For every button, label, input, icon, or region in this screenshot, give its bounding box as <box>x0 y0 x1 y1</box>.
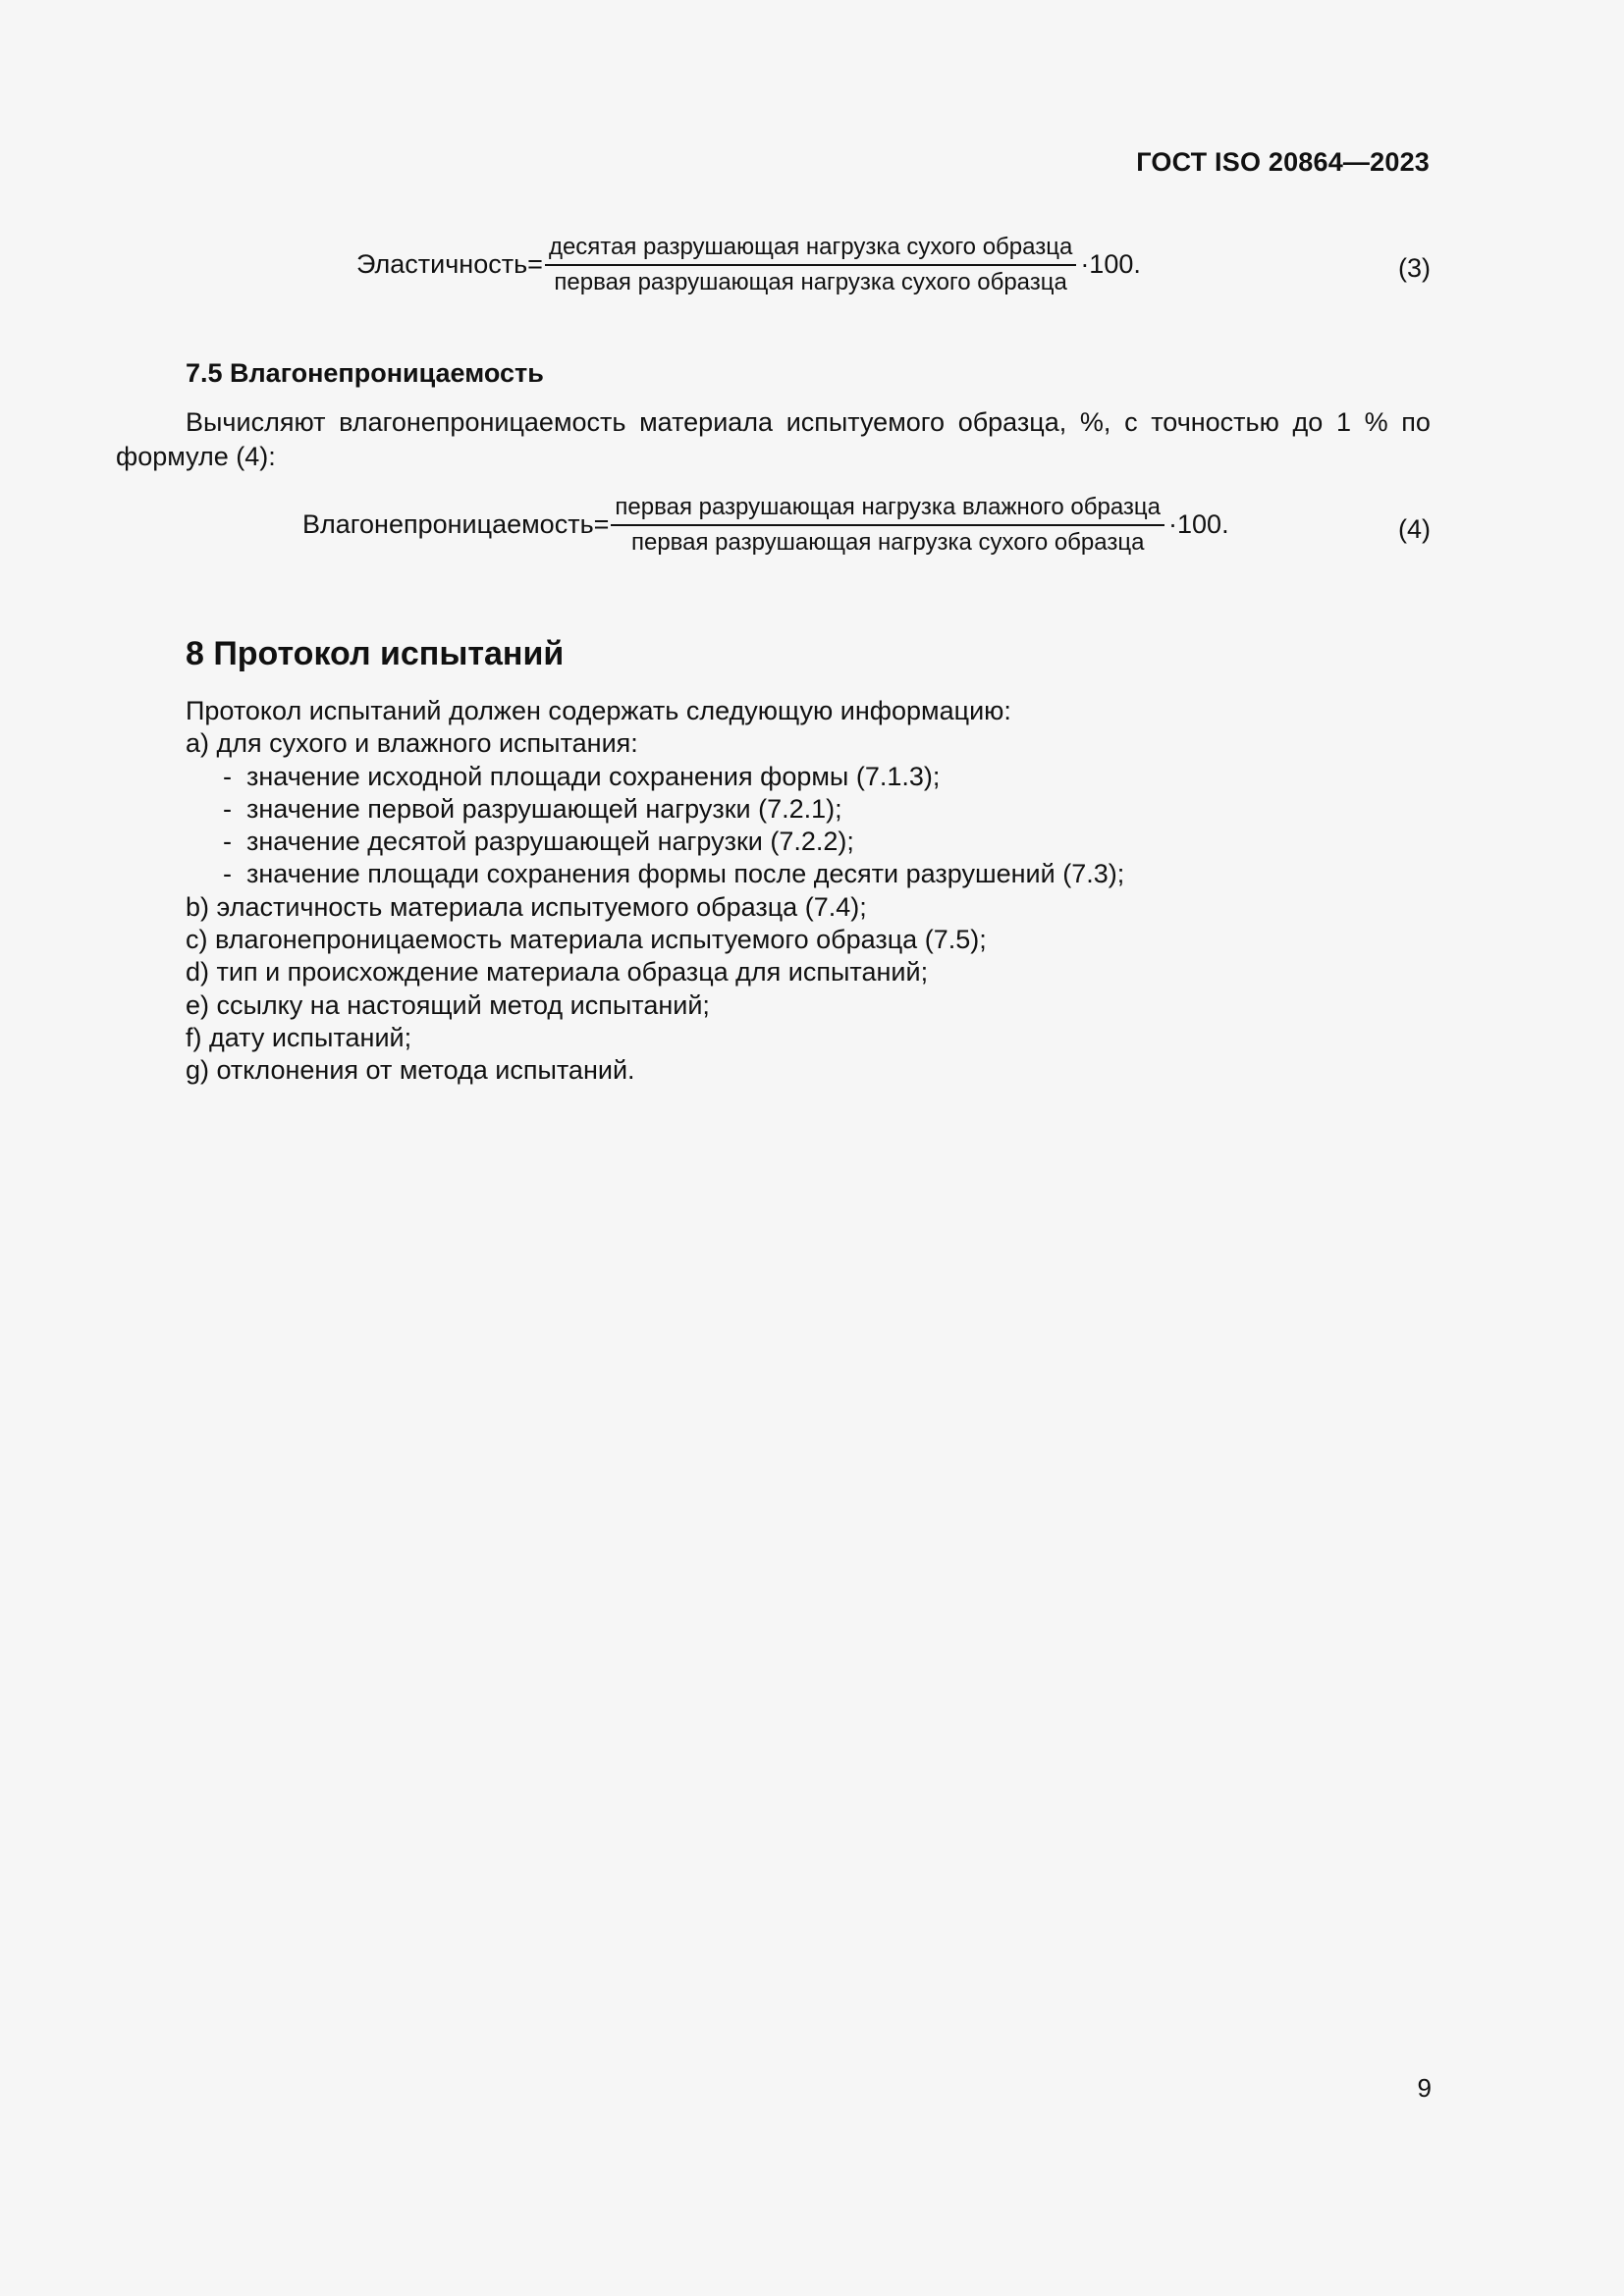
page-number: 9 <box>1417 2073 1432 2103</box>
sub-list-item-text: значение площади сохранения формы после десяти разрушений (7.3); <box>246 859 1125 889</box>
formula-lhs: Влагонепроницаемость <box>302 509 594 540</box>
report-requirements-list <box>186 695 1124 1088</box>
paragraph-word: до <box>1292 407 1324 437</box>
equation-number-4: (4) <box>1398 514 1431 544</box>
list-item-g: g) отклонения от метода испытаний. <box>186 1055 635 1086</box>
paragraph-word: с <box>1124 407 1138 437</box>
paragraph-word: влагонепроницаемость <box>339 407 626 437</box>
list-item-c: c) влагонепроницаемость материала испытуемого образца (7.5); <box>186 925 987 955</box>
paragraph-line-justified <box>186 405 1431 440</box>
formula-numerator: десятая разрушающая нагрузка сухого образца <box>545 234 1076 266</box>
document-code-header: ГОСТ ISO 20864—2023 <box>1136 147 1430 177</box>
formula-moisture-resistance <box>302 494 1229 556</box>
paragraph-word: % <box>1364 407 1388 437</box>
paragraph-line-continuation: формуле (4): <box>116 442 276 471</box>
section-title: 8 Протокол испытаний <box>186 635 565 672</box>
paragraph-word: по <box>1401 407 1431 437</box>
dash-marker: - <box>223 827 232 857</box>
formula-fraction <box>611 494 1164 556</box>
formula-lhs: Эластичность <box>356 249 528 280</box>
dash-marker: - <box>223 793 232 824</box>
paragraph-word: Вычисляют <box>186 407 326 437</box>
dash-marker: - <box>223 761 232 791</box>
list-item-f: f) дату испытаний; <box>186 1022 412 1052</box>
list-item-e: e) ссылку на настоящий метод испытаний; <box>186 989 710 1020</box>
formula-multiplier: ·100. <box>1080 249 1141 280</box>
sub-list-item <box>186 858 1124 890</box>
formula-denominator: первая разрушающая нагрузка сухого образца <box>554 268 1067 295</box>
formula-equals: = <box>527 249 543 280</box>
formula-fraction <box>545 234 1076 295</box>
paragraph-word: %, <box>1079 407 1111 437</box>
sub-list-item-text: значение десятой разрушающей нагрузки (7.2.2); <box>246 827 854 857</box>
equation-number-3: (3) <box>1398 253 1431 283</box>
paragraph-word: образца, <box>957 407 1067 437</box>
sub-list-item-text: значение первой разрушающей нагрузки (7.2.1); <box>246 793 842 824</box>
list-intro: Протокол испытаний должен содержать следующую информацию: <box>186 696 1011 725</box>
sub-list-item <box>186 761 1124 793</box>
sub-list-item <box>186 826 1124 858</box>
paragraph-word: материала <box>639 407 774 437</box>
subsection-title: 7.5 Влагонепроницаемость <box>186 358 544 388</box>
paragraph-word: испытуемого <box>785 407 946 437</box>
sub-list-item <box>186 793 1124 826</box>
list-item-a: a) для сухого и влажного испытания: <box>186 728 638 759</box>
formula-equals: = <box>593 509 610 540</box>
paragraph-word: точностью <box>1151 407 1279 437</box>
list-item-b: b) эластичность материала испытуемого образца (7.4); <box>186 891 867 922</box>
formula-denominator: первая разрушающая нагрузка сухого образца <box>630 528 1145 556</box>
sub-list-item-text: значение исходной площади сохранения формы (7.1.3); <box>246 761 941 791</box>
formula-elasticity <box>356 234 1141 295</box>
list-item-d: d) тип и происхождение материала образца для испытаний; <box>186 957 929 988</box>
formula-numerator: первая разрушающая нагрузка влажного образца <box>611 494 1164 526</box>
paragraph-word: 1 <box>1335 407 1351 437</box>
formula-multiplier: ·100. <box>1168 509 1229 540</box>
dash-marker: - <box>223 859 232 889</box>
